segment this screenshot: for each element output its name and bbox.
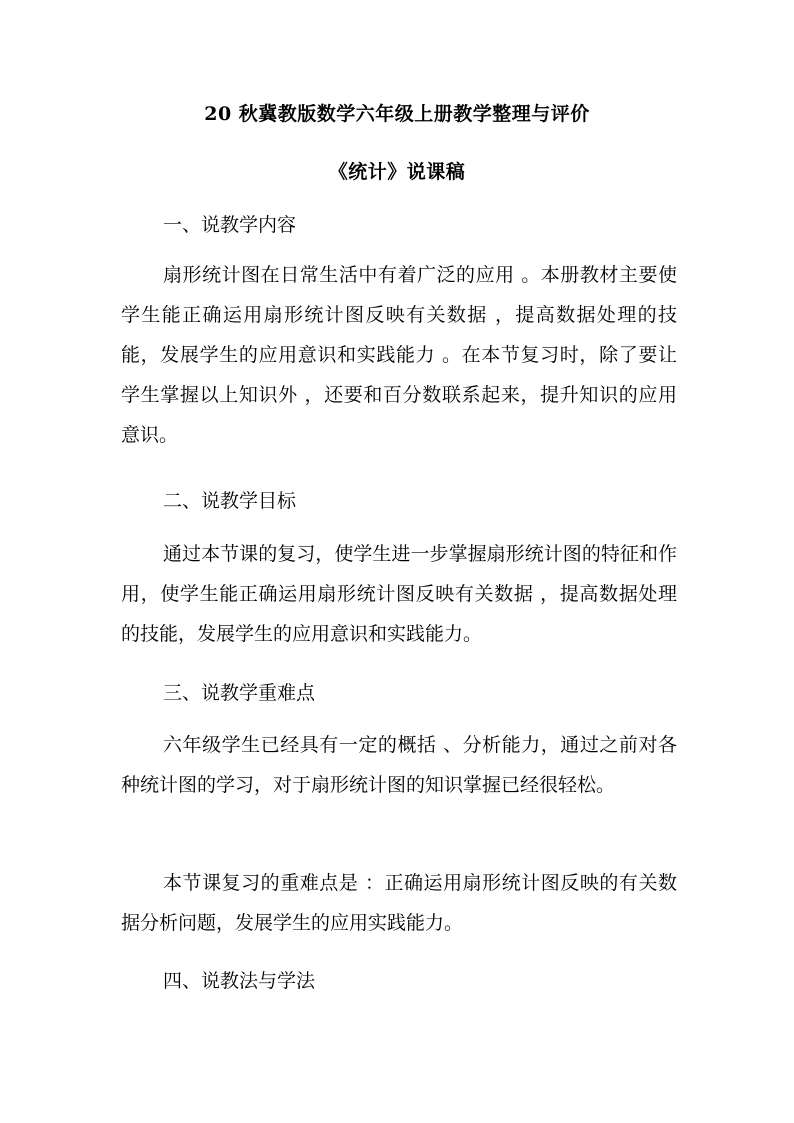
section-heading-teaching-content: 一、说教学内容 bbox=[163, 214, 297, 236]
paragraph-teaching-content: 扇形统计图在日常生活中有着广泛的应用 。本册教材主要使学生能正确运用扇形统计图反映有关数据 ，提高数据处理的技能，发展学生的应用意识和实践能力 。在本节复习时，除了要让学生掌握以上知识外 ，还要和百分数联系起来，提升知识的应用意识。 bbox=[121, 264, 677, 446]
section-heading-key-difficulties: 三、说教学重难点 bbox=[163, 682, 316, 704]
section-heading-teaching-goals: 二、说教学目标 bbox=[163, 490, 297, 512]
document-subtitle: 《统计》说课稿 bbox=[328, 161, 466, 183]
paragraph-key-points: 本节课复习的重难点是 ：正确运用扇形统计图反映的有关数据分析问题，发展学生的应用实践能力。 bbox=[121, 872, 677, 934]
paragraph-student-background: 六年级学生已经具有一定的概括 、分析能力，通过之前对各种统计图的学习，对于扇形统计图的知识掌握已经很轻松。 bbox=[121, 734, 677, 796]
section-heading-teaching-methods: 四、说教法与学法 bbox=[163, 970, 316, 992]
document-title: 20 秋冀教版数学六年级上册教学整理与评价 bbox=[204, 103, 590, 125]
paragraph-teaching-goals: 通过本节课的复习，使学生进一步掌握扇形统计图的特征和作用，使学生能正确运用扇形统计图反映有关数据 ，提高数据处理的技能，发展学生的应用意识和实践能力。 bbox=[121, 543, 677, 645]
